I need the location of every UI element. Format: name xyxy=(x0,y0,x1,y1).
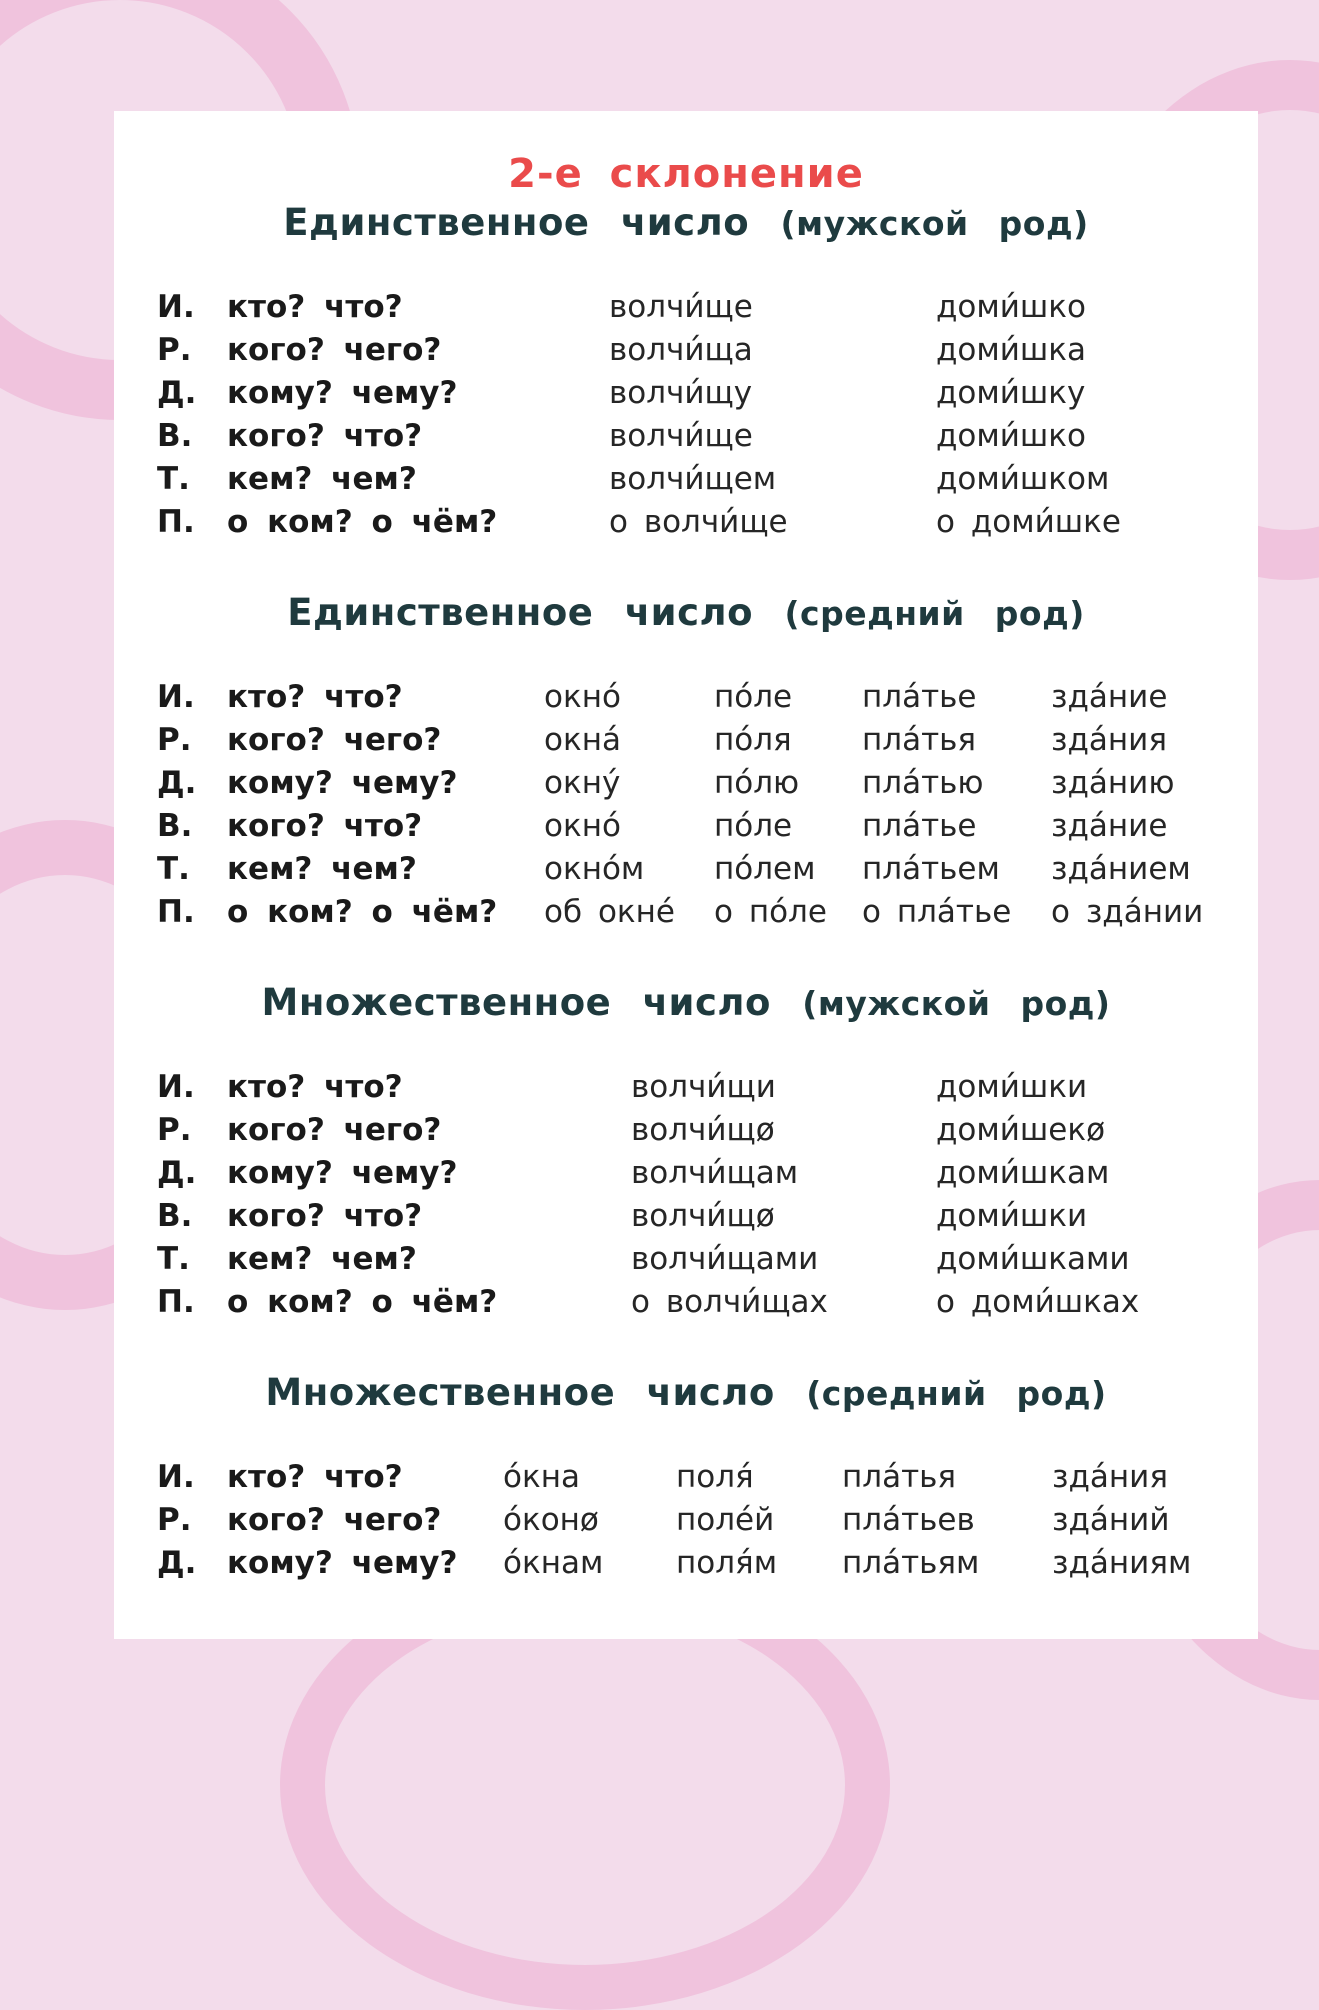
case-question: кем? чем? xyxy=(227,1241,417,1277)
table-row xyxy=(114,1066,1258,1109)
word-form: окно́ xyxy=(544,808,621,844)
word-form: зда́ниям xyxy=(1052,1545,1192,1581)
section-heading-text: Множественное число xyxy=(265,1371,775,1414)
table-row xyxy=(114,1238,1258,1281)
case-question: кого? что? xyxy=(227,418,423,454)
case-label: Р. xyxy=(157,1112,192,1148)
section-heading-plural-neuter xyxy=(114,1371,1258,1414)
word-form: по́ле xyxy=(714,679,793,715)
table-row xyxy=(114,891,1258,934)
word-form: поле́й xyxy=(676,1502,775,1538)
case-question: кому? чему? xyxy=(227,1545,458,1581)
word-form: по́ле xyxy=(714,808,793,844)
declension-card xyxy=(114,111,1258,1639)
word-form: о зда́нии xyxy=(1051,894,1204,930)
word-form: зда́ние xyxy=(1051,679,1168,715)
word-form: доми́шку xyxy=(936,375,1086,411)
case-question: кто? что? xyxy=(227,289,403,325)
table-row xyxy=(114,1542,1258,1585)
word-form: волчи́щами xyxy=(631,1241,819,1277)
case-label: Т. xyxy=(157,461,190,497)
section-heading-text: Множественное число xyxy=(261,981,771,1024)
case-label: П. xyxy=(157,1284,195,1320)
word-form: доми́шкам xyxy=(936,1155,1110,1191)
word-form: поля́ xyxy=(676,1459,754,1495)
word-form: о́кна xyxy=(503,1459,580,1495)
word-form: волчи́щем xyxy=(609,461,777,497)
word-form: пла́тье xyxy=(862,679,977,715)
word-form: волчи́щø xyxy=(631,1112,775,1148)
word-form: зда́нию xyxy=(1051,765,1175,801)
word-form: волчи́ще xyxy=(609,289,753,325)
table-row xyxy=(114,1281,1258,1324)
case-question: кого? что? xyxy=(227,808,423,844)
case-label: И. xyxy=(157,1069,195,1105)
word-form: пла́тьем xyxy=(862,851,1000,887)
case-question: кем? чем? xyxy=(227,851,417,887)
case-question: о ком? о чём? xyxy=(227,504,498,540)
word-form: по́лем xyxy=(714,851,816,887)
case-question: кому? чему? xyxy=(227,765,458,801)
case-label: В. xyxy=(157,808,193,844)
case-question: о ком? о чём? xyxy=(227,894,498,930)
case-label: Р. xyxy=(157,722,192,758)
table-row xyxy=(114,1195,1258,1238)
word-form: зда́ния xyxy=(1051,722,1167,758)
word-form: волчи́ща xyxy=(609,332,753,368)
table-row xyxy=(114,848,1258,891)
word-form: пла́тье xyxy=(862,808,977,844)
word-form: доми́шка xyxy=(936,332,1087,368)
section-gender: (мужской род) xyxy=(802,984,1111,1023)
table-row xyxy=(114,286,1258,329)
table-row xyxy=(114,1152,1258,1195)
case-label: И. xyxy=(157,679,195,715)
case-label: П. xyxy=(157,894,195,930)
word-form: пла́тью xyxy=(862,765,984,801)
case-question: кого? чего? xyxy=(227,1502,442,1538)
word-form: зда́ний xyxy=(1052,1502,1170,1538)
word-form: о доми́шке xyxy=(936,504,1121,540)
word-form: по́лю xyxy=(714,765,800,801)
word-form: зда́ние xyxy=(1051,808,1168,844)
case-label: И. xyxy=(157,289,195,325)
word-form: волчи́ще xyxy=(609,418,753,454)
word-form: по́ля xyxy=(714,722,792,758)
section-heading-text: Единственное число xyxy=(287,591,754,634)
table-row xyxy=(114,501,1258,544)
word-form: доми́шки xyxy=(936,1069,1088,1105)
case-label: П. xyxy=(157,504,195,540)
word-form: о доми́шках xyxy=(936,1284,1140,1320)
case-question: кому? чему? xyxy=(227,1155,458,1191)
case-question: кто? что? xyxy=(227,1069,403,1105)
word-form: доми́шком xyxy=(936,461,1110,497)
section-gender: (средний род) xyxy=(806,1374,1107,1413)
table-row xyxy=(114,415,1258,458)
word-form: зда́нием xyxy=(1051,851,1191,887)
section-heading-singular-masculine xyxy=(114,201,1258,244)
table-row xyxy=(114,458,1258,501)
case-label: Т. xyxy=(157,851,190,887)
word-form: о волчи́ще xyxy=(609,504,788,540)
case-question: кто? что? xyxy=(227,1459,403,1495)
table-row xyxy=(114,1456,1258,1499)
word-form: волчи́щи xyxy=(631,1069,776,1105)
section-gender: (средний род) xyxy=(784,594,1085,633)
case-label: Т. xyxy=(157,1241,190,1277)
word-form: доми́шками xyxy=(936,1241,1130,1277)
case-question: кем? чем? xyxy=(227,461,417,497)
case-question: кому? чему? xyxy=(227,375,458,411)
word-form: пла́тья xyxy=(842,1459,957,1495)
case-label: Д. xyxy=(157,1545,197,1581)
word-form: об окне́ xyxy=(544,894,675,930)
page-title: 2-е склонение xyxy=(508,151,864,197)
case-label: Д. xyxy=(157,375,197,411)
section-heading-singular-neuter xyxy=(114,591,1258,634)
case-label: Д. xyxy=(157,765,197,801)
case-question: кого? чего? xyxy=(227,722,442,758)
table-row xyxy=(114,1499,1258,1542)
word-form: о волчи́щах xyxy=(631,1284,828,1320)
table-row xyxy=(114,329,1258,372)
word-form: окно́м xyxy=(544,851,645,887)
table-row xyxy=(114,372,1258,415)
table-row xyxy=(114,676,1258,719)
word-form: доми́шекø xyxy=(936,1112,1106,1148)
case-question: о ком? о чём? xyxy=(227,1284,498,1320)
word-form: о́кнам xyxy=(503,1545,604,1581)
section-gender: (мужской род) xyxy=(780,204,1089,243)
case-question: кого? чего? xyxy=(227,332,442,368)
word-form: волчи́щам xyxy=(631,1155,799,1191)
word-form: пла́тья xyxy=(862,722,977,758)
case-label: В. xyxy=(157,1198,193,1234)
word-form: волчи́щø xyxy=(631,1198,775,1234)
word-form: зда́ния xyxy=(1052,1459,1168,1495)
word-form: доми́шко xyxy=(936,289,1086,325)
word-form: пла́тьев xyxy=(842,1502,975,1538)
table-row xyxy=(114,762,1258,805)
case-question: кто? что? xyxy=(227,679,403,715)
case-label: И. xyxy=(157,1459,195,1495)
word-form: окну́ xyxy=(544,765,621,801)
word-form: о пла́тье xyxy=(862,894,1012,930)
word-form: волчи́щу xyxy=(609,375,753,411)
word-form: окна́ xyxy=(544,722,621,758)
section-heading-text: Единственное число xyxy=(283,201,750,244)
word-form: о по́ле xyxy=(714,894,827,930)
word-form: о́конø xyxy=(503,1502,599,1538)
word-form: доми́шки xyxy=(936,1198,1088,1234)
case-label: В. xyxy=(157,418,193,454)
word-form: поля́м xyxy=(676,1545,778,1581)
case-question: кого? что? xyxy=(227,1198,423,1234)
word-form: пла́тьям xyxy=(842,1545,980,1581)
table-row xyxy=(114,1109,1258,1152)
case-label: Р. xyxy=(157,1502,192,1538)
case-label: Д. xyxy=(157,1155,197,1191)
word-form: окно́ xyxy=(544,679,621,715)
case-question: кого? чего? xyxy=(227,1112,442,1148)
section-heading-plural-masculine xyxy=(114,981,1258,1024)
case-label: Р. xyxy=(157,332,192,368)
table-row xyxy=(114,719,1258,762)
table-row xyxy=(114,805,1258,848)
word-form: доми́шко xyxy=(936,418,1086,454)
